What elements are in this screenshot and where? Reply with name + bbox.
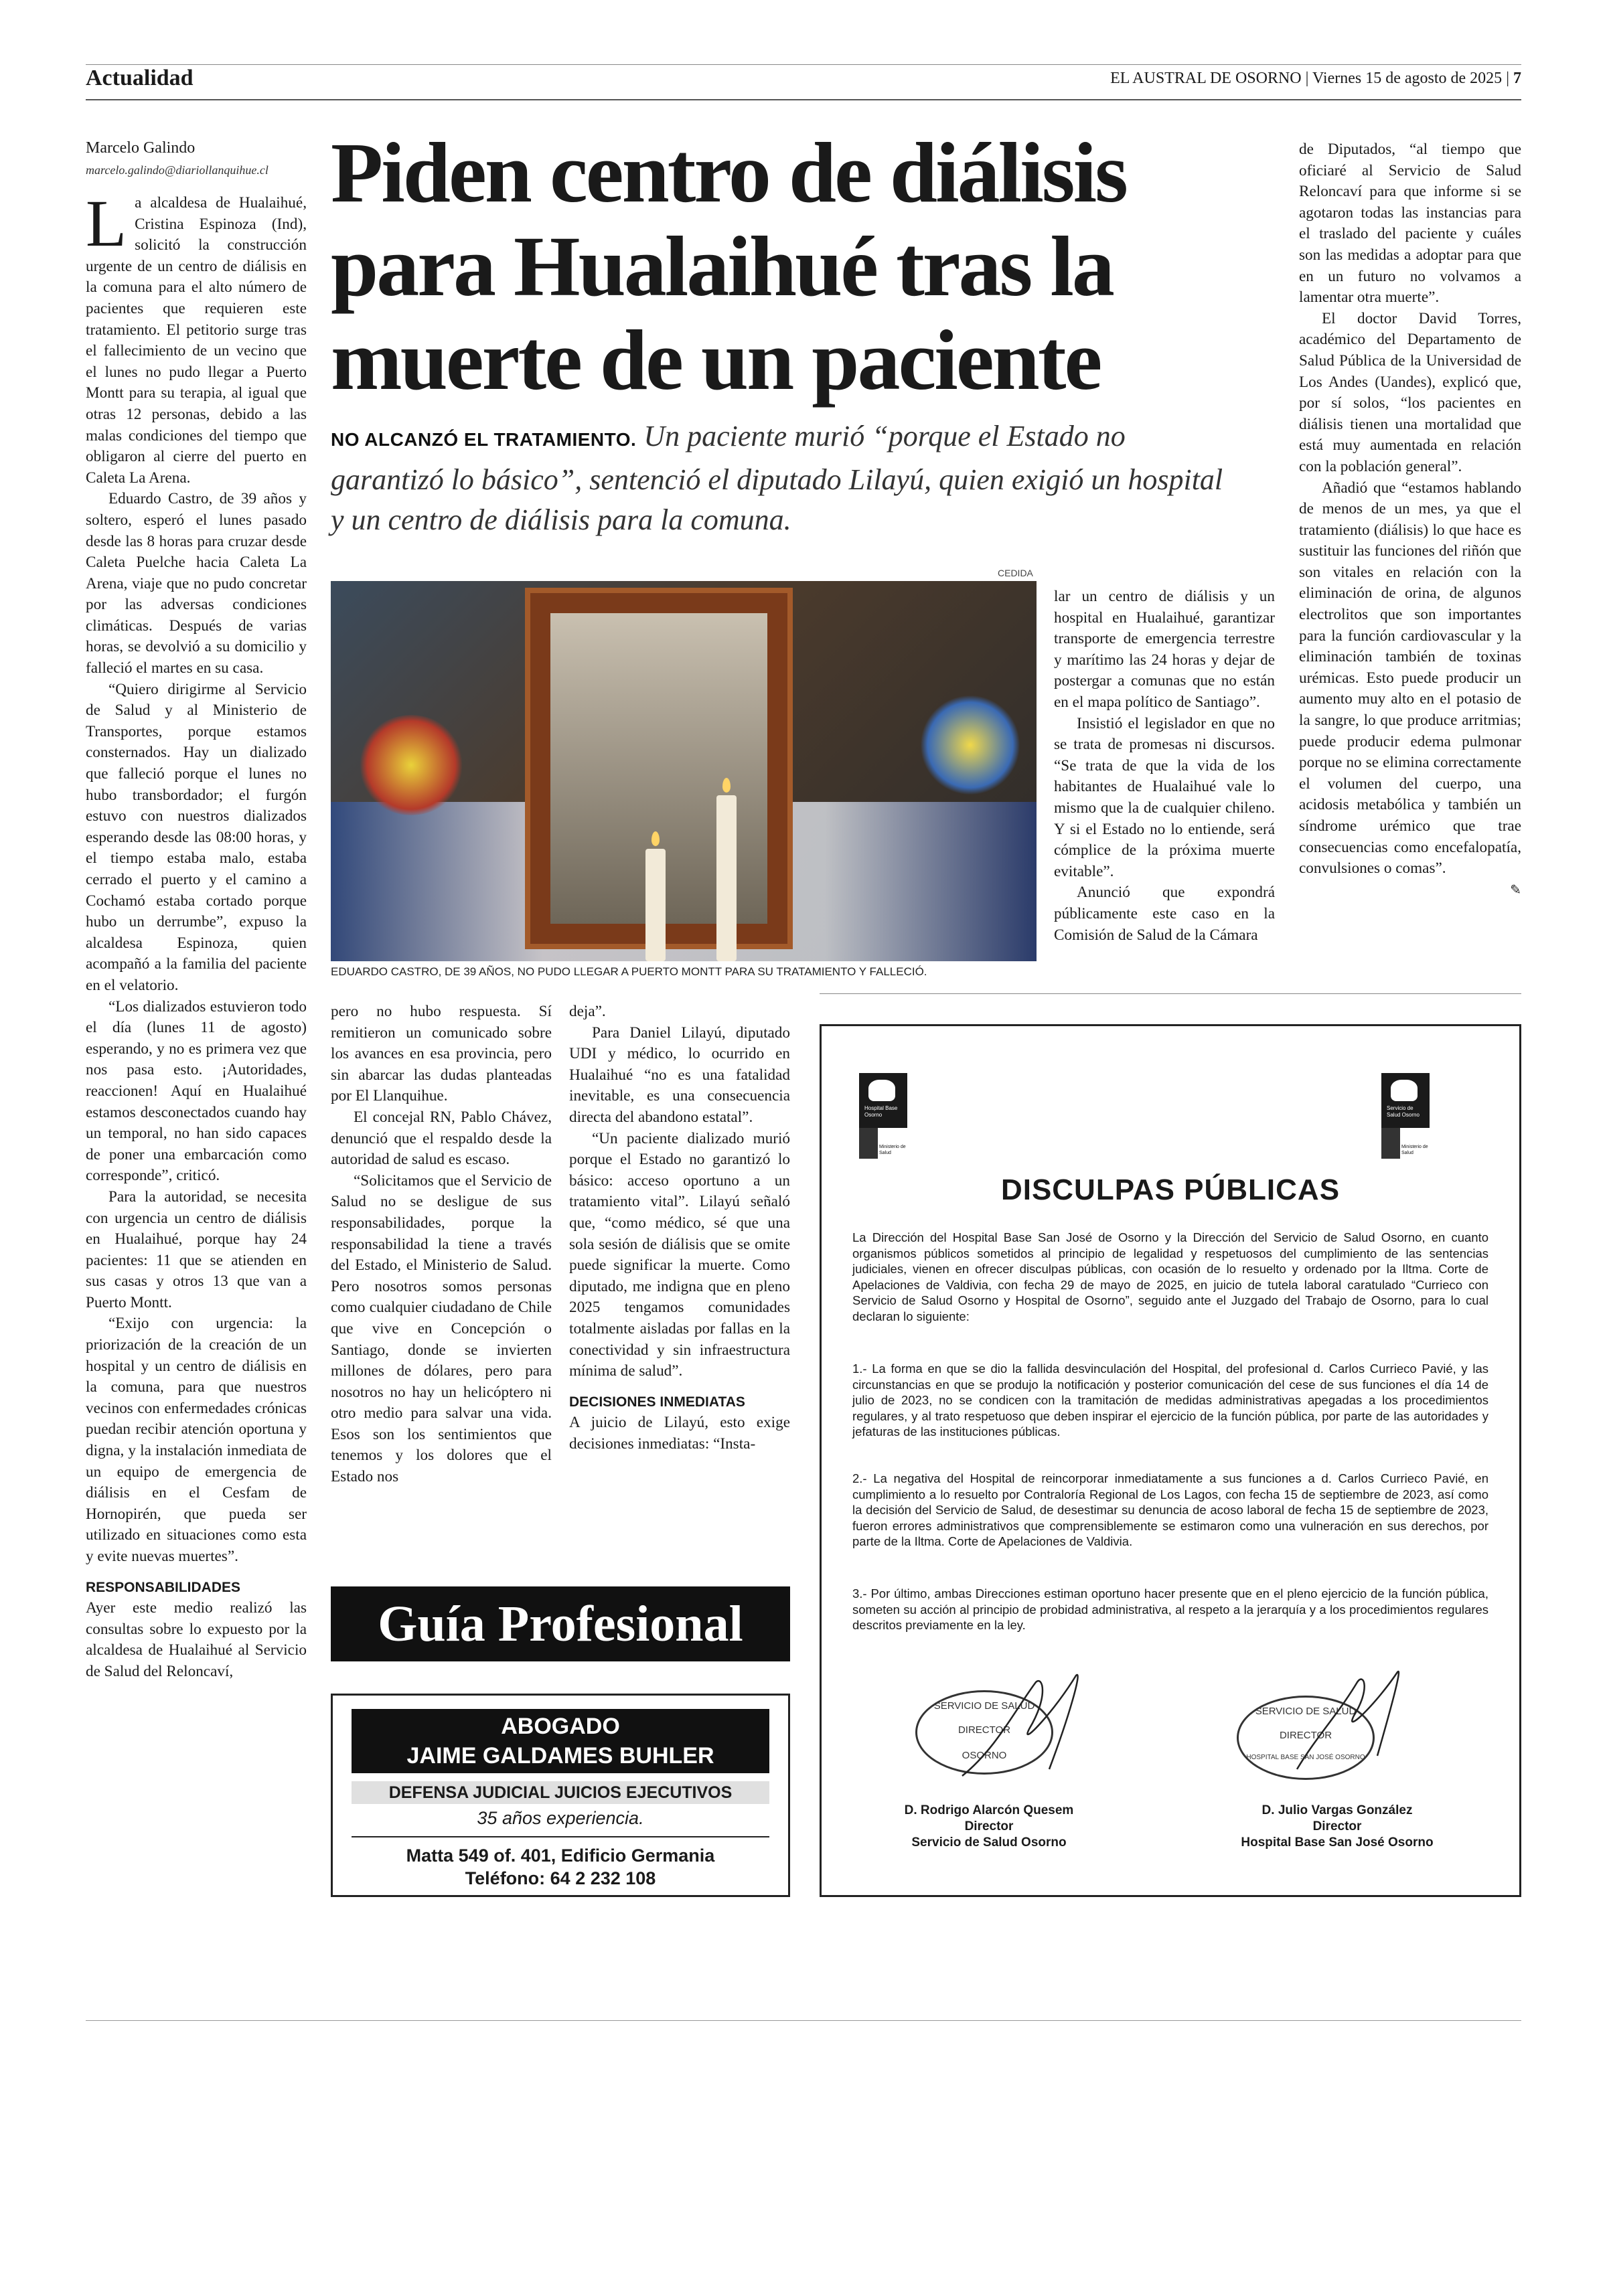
photo-credit: CEDIDA — [998, 568, 1033, 578]
logo-ministry: Ministerio de Salud — [1401, 1145, 1428, 1155]
paragraph: pero no hubo respuesta. Sí remitieron un comunicado sobre los avances en esa provincia, pero sin abarcar las dudas planteadas por El Llanquihue. — [331, 1003, 552, 1105]
signatory-name: D. Julio Vargas González — [1261, 1803, 1413, 1817]
stamp-text: SERVICIO DE SALUD — [933, 1700, 1035, 1712]
ad-name: JAIME GALDAMES BUHLER — [406, 1743, 714, 1769]
issue-date: Viernes 15 de agosto de 2025 — [1312, 70, 1503, 87]
logo-text: Servicio de Salud Osorno — [1387, 1105, 1420, 1118]
notice-item: 2.- La negativa del Hospital de reincorporar inmediatamente a sus funciones a d. Carlos Currieco Pavié, en cumplimiento a lo resuelto por Contraloría Regional de Los Lagos, con fecha 15 de septiembre de 2023, así como la decisión del Servicio de Salud, de desestimar su denuncia de acoso laboral de fecha 15 de septiembre de 2023, fueron errores administrativos que comprensiblemente se estimaron como una vulneración en sus derechos, por parte de la Iltma. Corte de Apelaciones de Valdivia. — [852, 1471, 1488, 1548]
drop-cap: L — [86, 186, 127, 260]
notice-item: 1.- La forma en que se dio la fallida desvinculación del Hospital, del profesional d. Carlos Currieco Pavié, y las circunstancias en que se produjo la notificación y posterior comunicación del cese de sus funciones el día 14 de julio de 2023, no se condicen con la tramitación de medidas administrativas apegadas a los procedimientos regulares, y al trato respetuoso que deben inspirar el ejercicio de la función pública, por parte de las autoridades y jefaturas de las instituciones públicas. — [852, 1362, 1488, 1439]
paragraph: deja”. — [569, 1003, 606, 1020]
candle-flame — [722, 778, 731, 793]
signatory-org: Servicio de Salud Osorno — [911, 1835, 1067, 1850]
paragraph: lar un centro de diálisis y un hospital en Hualaihué, garantizar transporte de emergencia terrestre y marítimo las 24 horas y dejar de postergar a comunas que no están en el mapa político de Santiago”. — [1054, 588, 1275, 711]
ad-profession: ABOGADO — [501, 1714, 620, 1739]
paragraph: “Un paciente dializado murió porque el Estado no garantizó lo básico: acceso oportuno a un tratamiento vital”. Lilayú señaló que, “como médico, sé que una sola sesión de diálisis que se omite puede significar la muerte. Como diputado, me indigna que en pleno 2025 tengamos comunidades totalmente aisladas por fallas en la conectividad y sin infraestructura mínima de salud”. — [569, 1129, 790, 1380]
stamp-text: DIRECTOR — [958, 1724, 1011, 1736]
candle-flame — [652, 831, 660, 846]
signatory-role: Director — [964, 1819, 1014, 1833]
newspaper-name: EL AUSTRAL DE OSORNO — [1110, 70, 1302, 87]
ad-specialty: DEFENSA JUDICIAL JUICIOS EJECUTIVOS — [352, 1781, 769, 1804]
page-number: 7 — [1513, 70, 1521, 87]
kicker: NO ALCANZÓ EL TRATAMIENTO. — [331, 429, 637, 450]
subheading: DECISIONES INMEDIATAS — [569, 1394, 745, 1410]
paragraph: Añadió que “estamos hablando de menos de un mes, ya que el tratamiento (diálisis) lo que hace es sustituir las funciones del riñón que son vitales en relación con la eliminación de orina, de algunos electrolitos que son importantes para la función cardiovascular y la eliminación también de toxinas urémicas. Esto puede producir un aumento muy alto en el potasio de la sangre, lo que produce arritmias; puede producir edema pulmonar porque no se elimina correctamente el volumen del cuerpo, una acidosis metabólica y también un síndrome urémico que trae consecuencias como encefalopatía, convulsiones o comas”. — [1299, 479, 1521, 878]
lawyer-ad — [331, 1694, 790, 1897]
paragraph: Ayer este medio realizó las consultas sobre lo expuesto por la alcaldesa de Hualaihué al Servicio de Salud del Reloncaví, — [86, 1599, 307, 1680]
notice-item: 3.- Por último, ambas Direcciones estiman oportuno hacer presente que en el pleno ejercicio de la función pública, someten su acción al principio de probidad administrativa, al respeto a la jerarquía y a los procedimientos regulares descritos previamente en la ley. — [852, 1586, 1488, 1632]
paragraph: Insistió el legislador en que no se trata de promesas ni discursos. “Se trata de que la vida de los habitantes de Hualaihué vale lo mismo que la de cualquier chileno. Y si el Estado no lo entiende, será cómplice de la próxima muerte evitable”. — [1054, 714, 1275, 880]
logo-text: Hospital Base Osorno — [864, 1105, 898, 1118]
headline: Piden centro de diálisis para Hualaihué tras la muerte de un paciente — [331, 125, 1126, 408]
stamp-text: DIRECTOR — [1279, 1730, 1332, 1741]
ad-contact — [333, 1844, 788, 1890]
public-apology-notice — [820, 1024, 1521, 1897]
paragraph: “Solicitamos que el Servicio de Salud no se desligue de sus responsabilidades, porque la responsabilidad la tiene a través del Estado, el Ministerio de Salud. Pero nosotros somos personas como cualquier ciudadano de Chile que vive en Concepción o Santiago, donde se invierten millones de dólares, pero para nosotros no hay un helicóptero ni otro medio para salvar una vida. Esos son los sentimientos que tenemos y los dolores que el Estado nos — [331, 1171, 552, 1486]
article-column-3 — [569, 1001, 790, 1455]
bottom-rule — [86, 2020, 1521, 2021]
signatory-role: Director — [1312, 1819, 1362, 1833]
author: Marcelo Galindo — [86, 139, 196, 157]
paragraph: Anunció que expondrá públicamente este caso en la Comisión de Salud de la Cámara — [1054, 884, 1275, 944]
author-email: marcelo.galindo@diariollanquihue.cl — [86, 163, 269, 177]
deck — [331, 416, 1228, 540]
signature-left — [955, 1655, 1103, 1789]
paragraph: Para Daniel Lilayú, diputado UDI y médico, lo ocurrido en Hualaihué “no es una fatalidad inevitable, es una consecuencia directa del abandono estatal”. — [569, 1023, 790, 1126]
ad-phone: Teléfono: 64 2 232 108 — [465, 1868, 656, 1888]
logo-ministry: Ministerio de Salud — [879, 1145, 906, 1155]
signatory-org: Hospital Base San José Osorno — [1241, 1835, 1434, 1850]
paragraph: El concejal RN, Pablo Chávez, denunció que el respaldo desde la autoridad de salud es escaso. — [331, 1108, 552, 1169]
article-column-5 — [1299, 139, 1521, 900]
article-column-2 — [331, 1001, 552, 1488]
stamp-text: HOSPITAL BASE SAN JOSÉ OSORNO — [1246, 1754, 1365, 1761]
subheading: RESPONSABILIDADES — [86, 1579, 241, 1595]
paragraph: a alcaldesa de Hualaihué, Cristina Espinoza (Ind), solicitó la construcción urgente de un centro de diálisis en la comuna para el alto número de pacientes que requieren este tratamiento. El petitorio surge tras el fallecimiento de un vecino que el lunes no pudo llegar a Puerto Montt para su terapia, al igual que otras 12 personas, debido a las malas condiciones del tiempo que obligaron al cierre del puerto en Caleta La Arena. — [86, 194, 307, 487]
signatory-right — [1197, 1803, 1478, 1851]
paragraph: El doctor David Torres, académico del Departamento de Salud Pública de la Universidad de Los Andes (Uandes), explicó que, por sí solos, “los pacientes en diálisis tienen una mortalidad que está muy aumentada en relación con la población general”. — [1299, 309, 1521, 475]
article-photo — [331, 581, 1037, 961]
notice-intro: La Dirección del Hospital Base San José de Osorno y la Dirección del Servicio de Salud Osorno, en cuanto organismos públicos sometidos al principio de legalidad y respetuosos del cumplimiento de las sentencias judiciales, vienen en ofrecer disculpas públicas, con ocasión de lo resuelto y ordenado por la Iltma. Corte de Apelaciones de Valdivia, con fecha 29 de mayo de 2025, en juicio de tutela laboral caratulado “Currieco con Servicio de Salud Osorno y Hospital de Osorno”, seguido ante el Juzgado del Trabajo de Osorno, para lo cual declaran lo siguiente: — [852, 1230, 1488, 1323]
ad-divider — [352, 1836, 769, 1837]
hospital-logo-icon — [859, 1073, 907, 1159]
ad-title — [352, 1709, 769, 1773]
candle — [645, 849, 666, 961]
deck-text: Un paciente murió “porque el Estado no garantizó lo básico”, sentenció el diputado Lilayú, quien exigió un hospital y un centro de diálisis para la comuna. — [331, 420, 1223, 536]
paragraph: de Diputados, “al tiempo que oficiaré al Servicio de Salud Reloncaví para que informe si se agotaron todas las instancias para el traslado del paciente y cuáles son las medidas a adoptar para que en un futuro no volvamos a lamentar otra muerte”. — [1299, 141, 1521, 307]
signatory-left — [848, 1803, 1130, 1851]
photo-caption: EDUARDO CASTRO, DE 39 AÑOS, NO PUDO LLEGAR A PUERTO MONTT PARA SU TRATAMIENTO Y FALLECIÓ. — [331, 965, 927, 978]
photo-flowers — [920, 695, 1020, 795]
stamp-text: OSORNO — [962, 1750, 1007, 1761]
top-rule — [86, 64, 1521, 65]
section-divider — [820, 993, 1521, 994]
section-label: Actualidad — [86, 66, 194, 90]
health-service-logo-icon — [1381, 1073, 1430, 1159]
photo-flowers — [358, 715, 465, 815]
signatory-name: D. Rodrigo Alarcón Quesem — [904, 1803, 1074, 1817]
article-column-4 — [1054, 586, 1275, 946]
paragraph: “Exijo con urgencia: la priorización de la creación de un hospital y un centro de diálisis en la comuna, para que nuestros vecinos con enfermedades crónicas puedan recibir atención oportuna y digna, y la instalación inmediata de un equipo de emergencia de diálisis en el Cesfam de Hornopirén, que pueda ser utilizado en situaciones como esta y evite nuevas muertes”. — [86, 1315, 307, 1565]
end-mark-icon: ✎ — [1510, 881, 1521, 898]
ad-address: Matta 549 of. 401, Edificio Germania — [406, 1846, 715, 1866]
paragraph: A juicio de Lilayú, esto exige decisiones inmediatas: “Insta- — [569, 1414, 790, 1453]
paragraph: “Quiero dirigirme al Servicio de Salud y al Ministerio de Transportes, porque estamos consternados. Hay un dializado que falleció porque el lunes no hubo transbordador; el furgón estuvo con nuestros dializados esperando desde las 08:00 horas, y el tiempo estaba malo, estaba cerrado el puerto y el camino a Cochamó estaba cortado porque hubo un derrumbe”, expuso la alcaldesa Espinoza, quien acompañó a la familia del paciente en el velatorio. — [86, 680, 307, 994]
candle — [716, 795, 737, 961]
header-rule — [86, 99, 1521, 100]
article-column-1 — [86, 186, 307, 1683]
paragraph: Eduardo Castro, de 39 años y soltero, esperó el lunes pasado desde las 8 horas para cruzar desde Caleta Puelche hacia Caleta La Arena, viaje que no pudo concretar por las adversas condiciones climáticas. Después de varias horas, se devolvió a su domicilio y falleció el martes en su casa. — [86, 490, 307, 677]
stamp-text: SERVICIO DE SALUD — [1255, 1706, 1357, 1717]
notice-title: DISCULPAS PÚBLICAS — [1000, 1173, 1341, 1206]
paragraph: “Los dializados estuvieron todo el día (lunes 11 de agosto) esperando, y no es primera vez que nos pasa esto. ¡Autoridades, reaccionen! Aquí en Hualaihué estamos desconectados cuando hay un temporal, no han sido capaces de poner una embarcación como corresponde”, criticó. — [86, 997, 307, 1185]
signature-right — [1284, 1655, 1418, 1783]
ad-experience: 35 años experiencia. — [477, 1808, 644, 1828]
guia-profesional-banner: Guía Profesional — [331, 1586, 790, 1661]
paragraph: Para la autoridad, se necesita con urgencia un centro de diálisis en Hualaihué, porque hay 24 pacientes: 11 que se atienden en sus casas y otros 13 que van a Puerto Montt. — [86, 1187, 307, 1311]
publication-info: EL AUSTRAL DE OSORNO | Viernes 15 de agosto de 2025 | 7 — [1110, 70, 1521, 87]
